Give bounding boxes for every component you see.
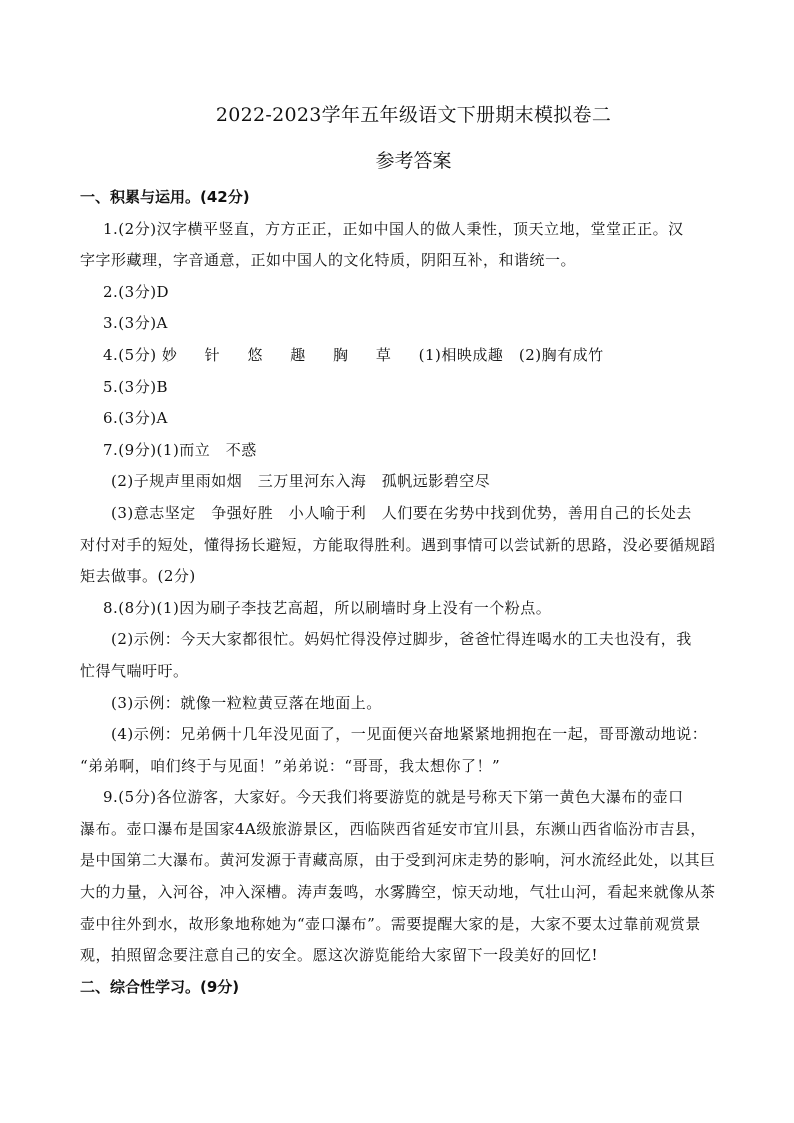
document-title: 2022-2023学年五年级语文下册期末模拟卷二 [215,104,612,126]
answer-8-line-1: 8.(8分)(1)因为刷子李技艺高超，所以刷墙时身上没有一个粉点。 [103,598,552,617]
answer-7-line-3: (3)意志坚定 争强好胜 小人喻于利 人们要在劣势中找到优势，善用自己的长处去 [111,503,692,522]
answer-7-line-2: (2)子规声里雨如烟 三万里河东入海 孤帆远影碧空尽 [111,472,491,491]
answer-9-line-1: 9.(5分)各位游客，大家好。今天我们将要游览的就是号称天下第一黄色大瀑布的壶口 [103,788,684,807]
answer-7-line-1: 7.(9分)(1)而立 不惑 [103,440,257,459]
answer-8-line-3: 忙得气喘吁吁。 [80,661,189,680]
answer-9-line-2: 瀑布。壶口瀑布是国家4A级旅游景区，西临陕西省延安市宜川县，东濒山西省临汾市吉县， [80,819,706,838]
answer-6: 6.(3分)A [103,409,168,428]
answer-4-char-3: 悠 [247,345,263,364]
document-subtitle: 参考答案 [375,150,452,172]
answer-4-char-1: 妙 [161,345,178,364]
answer-9-line-6: 观，拍照留念要注意自己的安全。愿这次游览能给大家留下一段美好的回忆! [80,946,599,965]
answer-9-line-5: 壶中往外到水，故形象地称她为“壶口瀑布”。需要提醒大家的是，大家不要太过靠前观赏景 [80,914,701,933]
answer-4 [103,340,724,372]
answer-7-line-5: 矩去做事。(2分) [80,567,196,586]
answer-8-line-4: (3)示例：就像一粒粒黄豆落在地面上。 [111,693,382,712]
answer-8-line-6: “弟弟啊，咱们终于与见面！”弟弟说：“哥哥，我太想你了！” [80,756,501,775]
answer-4-head: 4.(5分) [103,345,157,364]
answer-3: 3.(3分)A [103,314,168,333]
answer-4-char-5: 胸 [333,345,349,364]
answer-2: 2.(3分)D [103,282,170,301]
answer-4-tail: (1)相映成趣 (2)胸有成竹 [418,345,604,364]
answer-9-line-3: 是中国第二大瀑布。黄河发源于青藏高原，由于受到河床走势的影响，河水流经此处，以其巨 [80,851,716,870]
answer-4-char-2: 针 [204,345,221,364]
answer-4-char-6: 草 [375,345,392,364]
answer-5: 5.(3分)B [103,377,169,396]
answer-1-line-1: 1.(2分)汉字横平竖直，方方正正，正如中国人的做人秉性，顶天立地，堂堂正正。汉 [103,219,684,238]
answer-8-line-5: (4)示例：兄弟俩十几年没见面了，一见面便兴奋地紧紧地拥抱在一起，哥哥激动地说： [111,725,708,744]
answer-4-char-4: 趣 [290,345,306,364]
answer-9-line-4: 大的力量，入河谷，冲入深槽。涛声轰鸣，水雾腾空，惊天动地，气壮山河，看起来就像从茶 [80,883,716,902]
section-heading-2: 二、综合性学习。(9分) [80,977,240,996]
answer-7-line-4: 对付对手的短处，懂得扬长避短，方能取得胜利。遇到事情可以尝试新的思路，没必要循规蹈 [80,535,716,554]
answer-1-line-2: 字字形藏理，字音通意，正如中国人的文化特质，阴阳互补，和谐统一。 [80,251,577,270]
answer-8-line-2: (2)示例：今天大家都很忙。妈妈忙得没停过脚步，爸爸忙得连喝水的工夫也没有，我 [111,630,692,649]
section-heading-1: 一、积累与运用。(42分) [80,188,250,206]
